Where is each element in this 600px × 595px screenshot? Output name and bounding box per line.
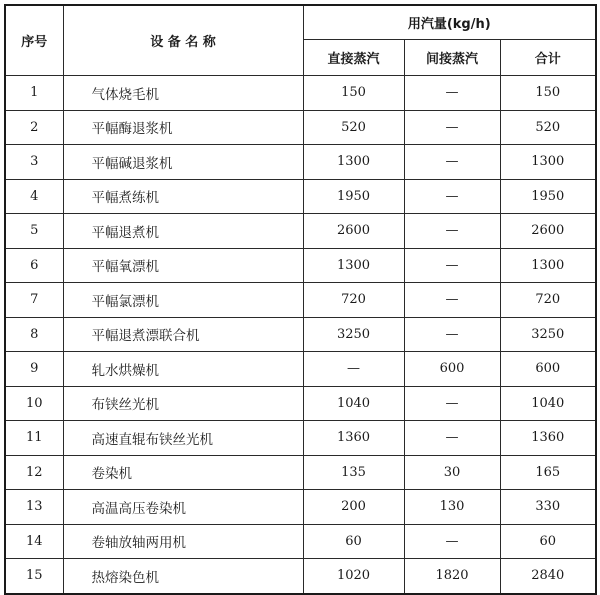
table-row (5, 283, 596, 318)
table-row (5, 110, 596, 145)
cell-indirect-steam: — (404, 110, 500, 145)
cell-equipment-name: 平幅退煮漂联合机 (63, 317, 303, 352)
cell-equipment-name: 平幅碱退浆机 (63, 145, 303, 180)
cell-total: 1950 (500, 179, 596, 214)
table-row (5, 386, 596, 421)
table-row (5, 214, 596, 249)
header-indirect-steam: 间接蒸汽 (404, 40, 500, 76)
cell-indirect-steam: — (404, 386, 500, 421)
cell-indirect-steam: 30 (404, 455, 500, 490)
cell-indirect-steam: — (404, 179, 500, 214)
cell-equipment-name: 平幅酶退浆机 (63, 110, 303, 145)
cell-total: 1300 (500, 248, 596, 283)
cell-direct-steam: 150 (303, 76, 404, 111)
cell-equipment-name: 平幅氧漂机 (63, 248, 303, 283)
cell-direct-steam: — (303, 352, 404, 387)
cell-indirect-steam: 1820 (404, 559, 500, 594)
cell-direct-steam: 200 (303, 490, 404, 525)
header-total: 合计 (500, 40, 596, 76)
header-index: 序号 (5, 5, 63, 76)
header-direct-steam: 直接蒸汽 (303, 40, 404, 76)
header-row-top (5, 5, 596, 40)
table-row (5, 421, 596, 456)
cell-total: 3250 (500, 317, 596, 352)
table-row (5, 317, 596, 352)
cell-total: 330 (500, 490, 596, 525)
cell-total: 720 (500, 283, 596, 318)
cell-equipment-name: 平幅煮练机 (63, 179, 303, 214)
cell-direct-steam: 2600 (303, 214, 404, 249)
cell-direct-steam: 1300 (303, 145, 404, 180)
cell-equipment-name: 卷染机 (63, 455, 303, 490)
cell-direct-steam: 3250 (303, 317, 404, 352)
cell-direct-steam: 1300 (303, 248, 404, 283)
cell-equipment-name: 高速直辊布铗丝光机 (63, 421, 303, 456)
cell-indirect-steam: 600 (404, 352, 500, 387)
cell-total: 165 (500, 455, 596, 490)
cell-index: 10 (5, 386, 63, 421)
cell-index: 5 (5, 214, 63, 249)
cell-index: 15 (5, 559, 63, 594)
cell-direct-steam: 60 (303, 524, 404, 559)
header-steam-usage: 用汽量(kg/h) (303, 5, 596, 40)
table-row (5, 455, 596, 490)
cell-index: 11 (5, 421, 63, 456)
cell-indirect-steam: — (404, 524, 500, 559)
steam-consumption-table-container (4, 4, 595, 590)
cell-index: 6 (5, 248, 63, 283)
table-body (5, 76, 596, 594)
cell-index: 1 (5, 76, 63, 111)
cell-indirect-steam: — (404, 214, 500, 249)
cell-direct-steam: 1360 (303, 421, 404, 456)
cell-direct-steam: 1950 (303, 179, 404, 214)
cell-index: 8 (5, 317, 63, 352)
cell-index: 13 (5, 490, 63, 525)
cell-index: 2 (5, 110, 63, 145)
cell-direct-steam: 1040 (303, 386, 404, 421)
table-row (5, 559, 596, 594)
cell-equipment-name: 卷轴放轴两用机 (63, 524, 303, 559)
cell-total: 150 (500, 76, 596, 111)
cell-indirect-steam: — (404, 76, 500, 111)
cell-total: 1360 (500, 421, 596, 456)
cell-equipment-name: 布铗丝光机 (63, 386, 303, 421)
cell-total: 1040 (500, 386, 596, 421)
cell-direct-steam: 1020 (303, 559, 404, 594)
table-row (5, 352, 596, 387)
cell-total: 1300 (500, 145, 596, 180)
cell-total: 2840 (500, 559, 596, 594)
cell-indirect-steam: — (404, 421, 500, 456)
cell-indirect-steam: — (404, 248, 500, 283)
header-equipment-name: 设 备 名 称 (63, 5, 303, 76)
cell-index: 9 (5, 352, 63, 387)
cell-indirect-steam: 130 (404, 490, 500, 525)
cell-direct-steam: 135 (303, 455, 404, 490)
cell-equipment-name: 平幅退煮机 (63, 214, 303, 249)
table-row (5, 76, 596, 111)
cell-total: 60 (500, 524, 596, 559)
table-row (5, 248, 596, 283)
cell-equipment-name: 高温高压卷染机 (63, 490, 303, 525)
cell-equipment-name: 气体烧毛机 (63, 76, 303, 111)
steam-consumption-table (4, 4, 597, 595)
cell-equipment-name: 平幅氯漂机 (63, 283, 303, 318)
table-row (5, 524, 596, 559)
cell-equipment-name: 轧水烘燥机 (63, 352, 303, 387)
cell-total: 520 (500, 110, 596, 145)
cell-total: 2600 (500, 214, 596, 249)
cell-total: 600 (500, 352, 596, 387)
cell-indirect-steam: — (404, 317, 500, 352)
cell-equipment-name: 热熔染色机 (63, 559, 303, 594)
cell-indirect-steam: — (404, 145, 500, 180)
cell-index: 7 (5, 283, 63, 318)
cell-index: 4 (5, 179, 63, 214)
cell-index: 14 (5, 524, 63, 559)
table-row (5, 179, 596, 214)
cell-index: 3 (5, 145, 63, 180)
table-row (5, 145, 596, 180)
cell-direct-steam: 520 (303, 110, 404, 145)
cell-indirect-steam: — (404, 283, 500, 318)
cell-direct-steam: 720 (303, 283, 404, 318)
cell-index: 12 (5, 455, 63, 490)
table-row (5, 490, 596, 525)
